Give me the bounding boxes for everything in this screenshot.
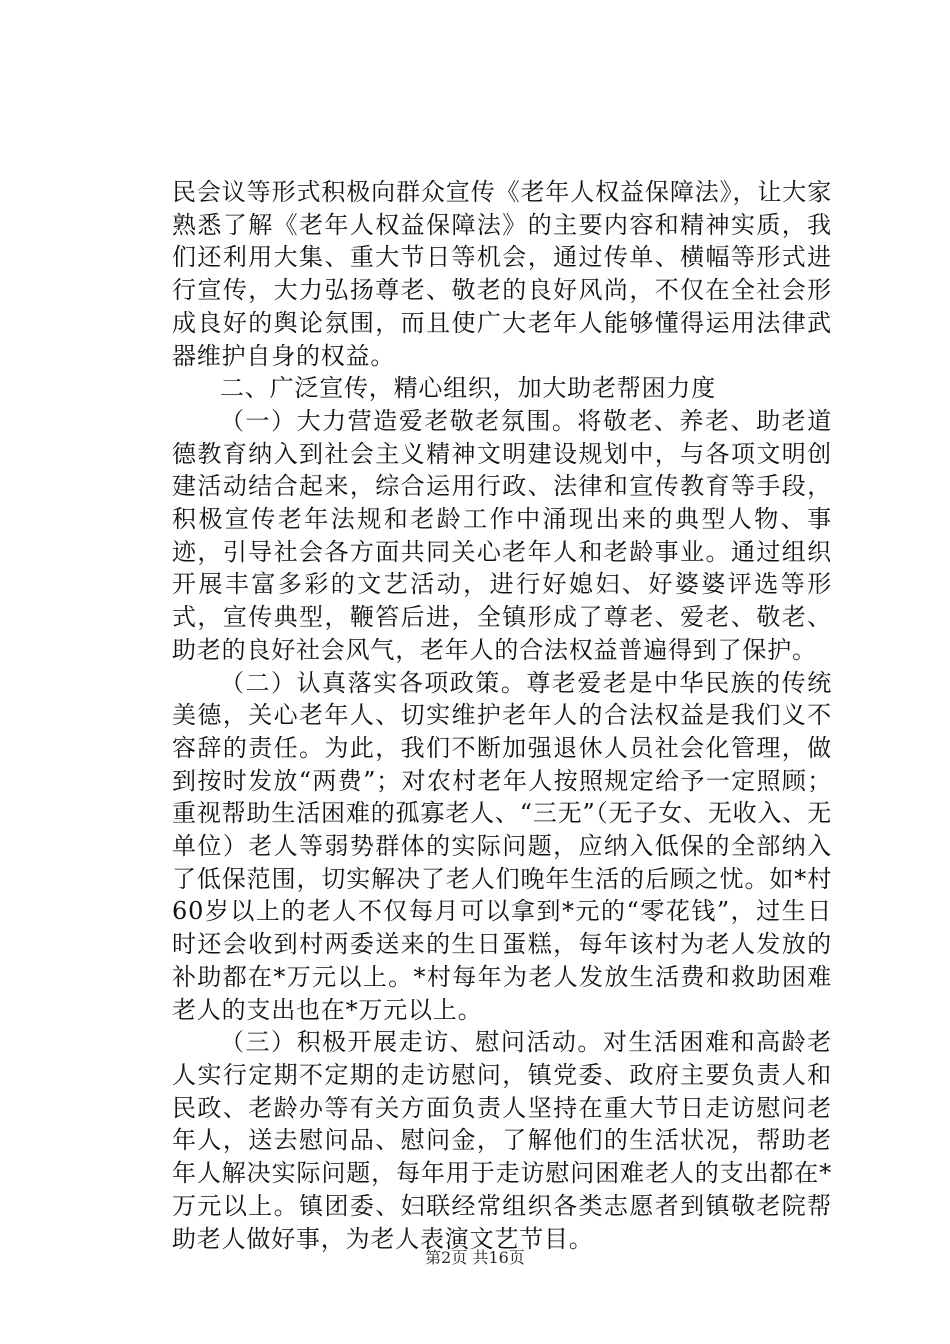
paragraph-item-2: （二）认真落实各项政策。尊老爱老是中华民族的传统美德，关心老年人、切实维护老年人的合法权益是我们义不容辞的责任。为此，我们不断加强退休人员社会化管理，做到按时发放“两费”；对农村老年人按照规定给予一定照顾；重视帮助生活困难的孤寡老人、“三无”（无子女、无收入、无单位）老人等弱势群体的实际问题，应纳入低保的全部纳入了低保范围，切实解决了老人们晚年生活的后顾之忧。如*村60岁以上的老人不仅每月可以拿到*元的“零花钱”，过生日时还会收到村两委送来的生日蛋糕，每年该村为老人发放的补助都在*万元以上。*村每年为老人发放生活费和救助困难老人的支出也在*万元以上。 bbox=[172, 668, 832, 1024]
paragraph-item-3: （三）积极开展走访、慰问活动。对生活困难和高龄老人实行定期不定期的走访慰问，镇党委、政府主要负责人和民政、老龄办等有关方面负责人坚持在重大节日走访慰问老年人，送去慰问品、慰问金，了解他们的生活状况，帮助老年人解决实际问题，每年用于走访慰问困难老人的支出都在*万元以上。镇团委、妇联经常组织各类志愿者到镇敬老院帮助老人做好事，为老人表演文艺节目。 bbox=[172, 1028, 832, 1253]
page-number-footer: 第2页 共16页 bbox=[425, 1248, 525, 1267]
paragraph-continuation: 民会议等形式积极向群众宣传《老年人权益保障法》，让大家熟悉了解《老年人权益保障法》的主要内容和精神实质，我们还利用大集、重大节日等机会，通过传单、横幅等形式进行宣传，大力弘扬尊老、敬老的良好风尚，不仅在全社会形成良好的舆论氛围，而且使广大老年人能够懂得运用法律武器维护自身的权益。 bbox=[172, 178, 832, 370]
section-heading-2: 二、广泛宣传，精心组织，加大助老帮困力度 bbox=[220, 374, 716, 403]
document-body bbox=[172, 176, 832, 1255]
paragraph-item-1: （一）大力营造爱老敬老氛围。将敬老、养老、助老道德教育纳入到社会主义精神文明建设规划中，与各项文明创建活动结合起来，综合运用行政、法律和宣传教育等手段，积极宣传老年法规和老龄工作中涌现出来的典型人物、事迹，引导社会各方面共同关心老年人和老龄事业。通过组织开展丰富多彩的文艺活动，进行好媳妇、好婆婆评选等形式，宣传典型，鞭笞后进，全镇形成了尊老、爱老、敬老、助老的良好社会风气，老年人的合法权益普遍得到了保护。 bbox=[172, 406, 832, 664]
